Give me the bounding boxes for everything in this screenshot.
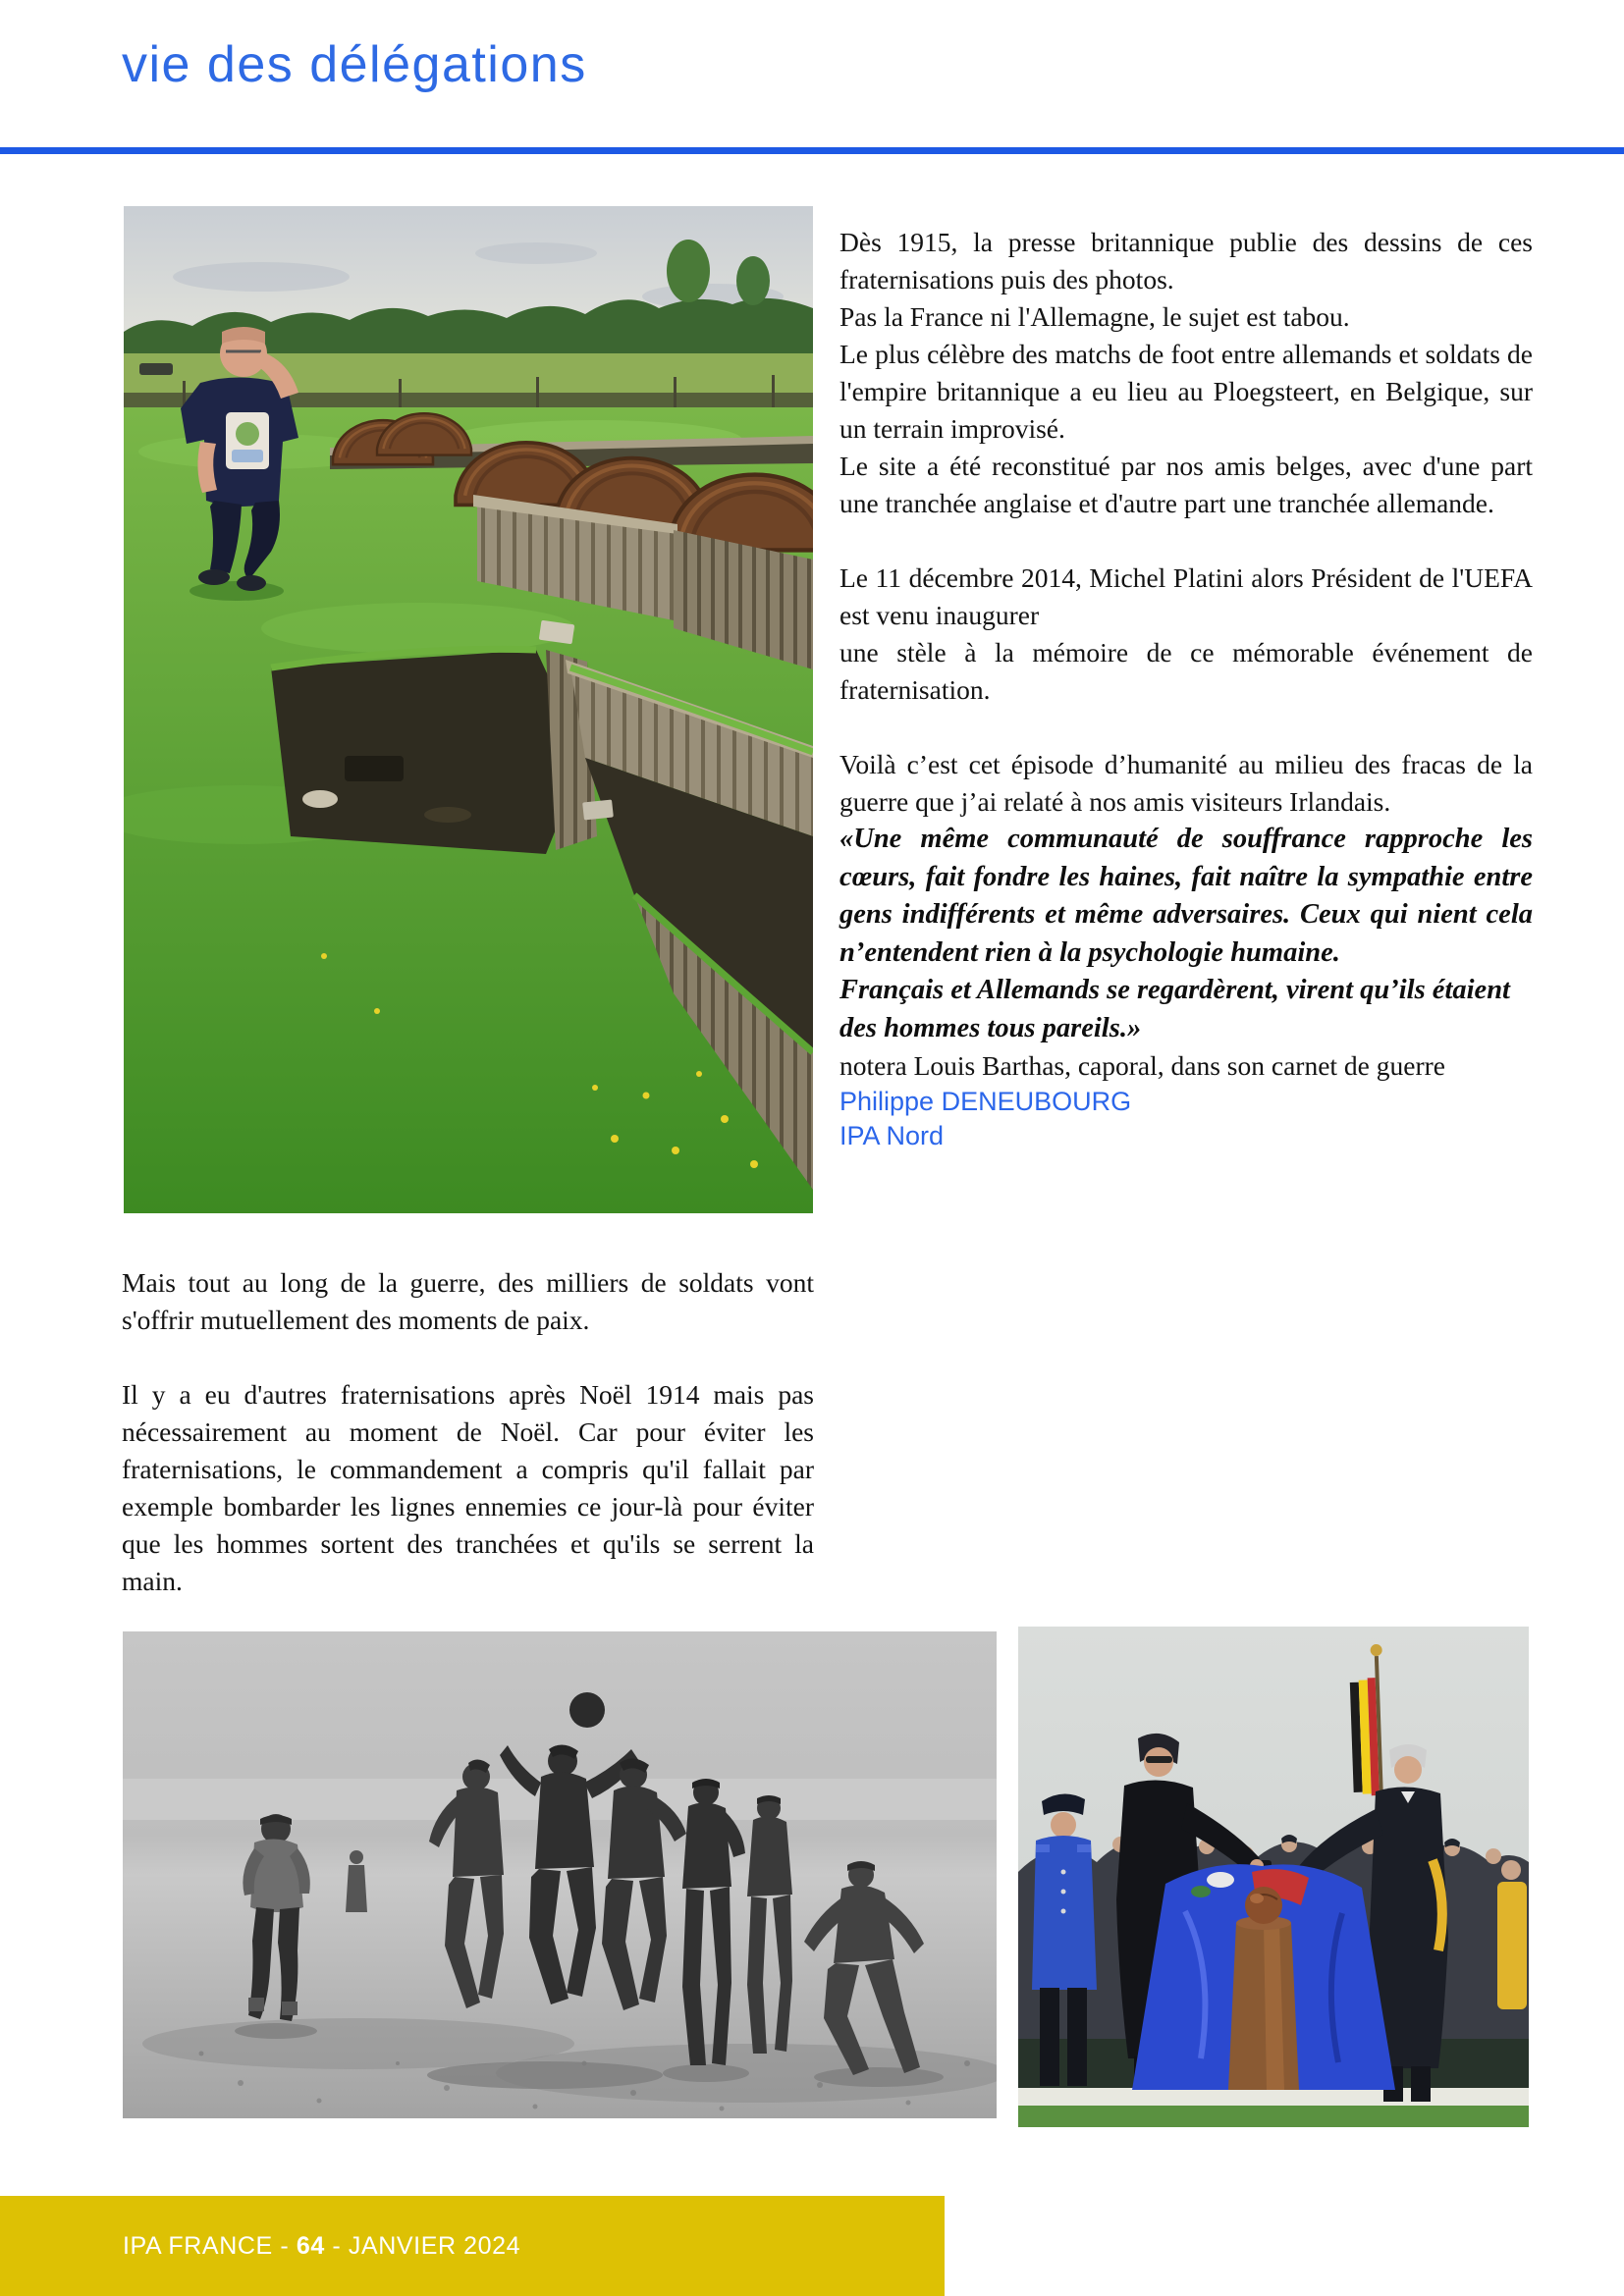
football-photo: [123, 1631, 997, 2118]
trench-photo: [124, 206, 813, 1213]
quote-paragraph: «Une même communauté de souffrance rapproche les cœurs, fait fondre les haines, fait naître la sympathie entre gens indifférents et même adversaires. Ceux qui nient cela n’entendent rien à la psychologie humaine.: [839, 824, 1533, 968]
quote-paragraph: Français et Allemands se regardèrent, virent qu’ils étaient: [839, 975, 1510, 1005]
section-title: vie des délégations: [122, 36, 587, 93]
right-column: [839, 224, 1533, 1153]
paragraph: Le site a été reconstitué par nos amis belges, avec d'une part une tranchée anglaise et d'autre part une tranchée allemande.: [839, 451, 1533, 518]
footer-magazine-name: IPA FRANCE -: [123, 2231, 297, 2260]
quote-paragraph: des hommes tous pareils.»: [839, 1012, 1142, 1043]
ceremony-photo: [1018, 1627, 1529, 2127]
trench-photo-illustration: [124, 206, 813, 1213]
paragraph: Mais tout au long de la guerre, des milliers de soldats vont s'offrir mutuellement des moments de paix.: [122, 1267, 814, 1335]
pedestal: [1228, 1916, 1299, 2090]
paragraph: Il y a eu d'autres fraternisations après Noël 1914 mais pas nécessairement au moment de Noël. Car pour éviter les fraternisations, le commandement a compris qu'il fallait par exemple bombarder les lignes ennemies ce jour-là pour éviter que les hommes sortent des tranchées et qu'ils se serrent la main.: [122, 1379, 814, 1596]
byline-author: Philippe DENEUBOURG: [839, 1087, 1132, 1116]
paragraph: Le plus célèbre des matchs de foot entre allemands et soldats de l'empire britannique a eu lieu au Ploegsteert, en Belgique, sur un terrain improvisé.: [839, 339, 1533, 444]
paragraph: Dès 1915, la presse britannique publie des dessins de ces fraternisations puis des photos.: [839, 227, 1533, 294]
paragraph: Le 11 décembre 2014, Michel Platini alors Président de l'UEFA est venu inaugurer: [839, 562, 1533, 630]
football-ball: [569, 1692, 605, 1728]
footer-page-number: 64: [296, 2231, 325, 2260]
title-rule: [0, 147, 1624, 154]
flag-bearer-figure: [1497, 1860, 1527, 2009]
football-photo-illustration: [123, 1631, 997, 2118]
paragraph: une stèle à la mémoire de ce mémorable événement de fraternisation.: [839, 637, 1533, 705]
byline-organisation: IPA Nord: [839, 1121, 945, 1150]
footer-issue-date: - JANVIER 2024: [324, 2231, 521, 2260]
quote-attribution: notera Louis Barthas, caporal, dans son carnet de guerre: [839, 1050, 1445, 1081]
ceremony-photo-illustration: [1018, 1627, 1529, 2127]
left-column: [122, 1264, 814, 1600]
footer-text: [123, 2232, 520, 2261]
memorial-football: [1245, 1887, 1282, 1924]
paragraph: Pas la France ni l'Allemagne, le sujet est tabou.: [839, 301, 1350, 332]
paragraph: Voilà c’est cet épisode d’humanité au milieu des fracas de la guerre que j’ai relaté à nos amis visiteurs Irlandais.: [839, 749, 1533, 817]
footer-bar: [0, 2196, 945, 2296]
